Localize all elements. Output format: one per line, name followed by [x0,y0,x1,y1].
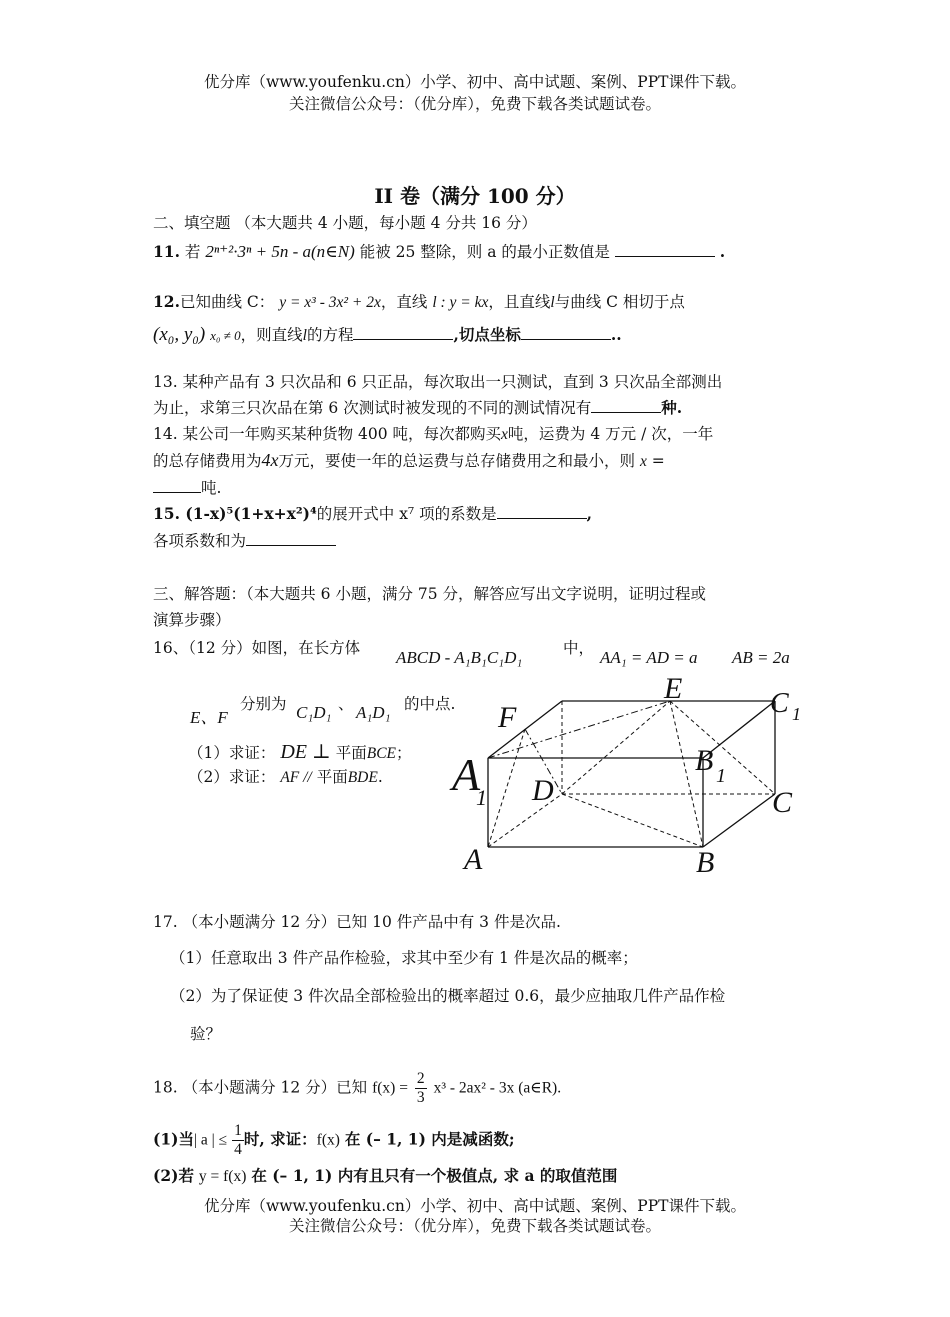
q18-fraction [415,1070,427,1107]
q16-p2e: . [377,768,383,786]
q16-p2c: 平面 [316,768,348,786]
question-12-line-2 [153,323,622,346]
q16-zhong: 中， [563,639,595,657]
q12-l2: l [302,327,307,344]
q15-sum-blank[interactable] [246,531,336,546]
q12-l: l [550,294,555,311]
q12-equation-blank[interactable] [353,325,453,340]
label-c: C [772,786,793,819]
q18-head: 18. （本小题满分 12 分）已知 [153,1078,368,1097]
q12-text-c: ，且直线 [488,293,551,311]
question-12-line-1 [153,290,685,312]
q16-eq1: AA₁ = AD = a [600,648,698,667]
label-a: A [464,843,483,876]
q16-p1a: （1）求证： [188,744,276,762]
footer-line-1: 优分库（www.youfenku.cn）小学、初中、高中试题、案例、PPT课件下载。 [203,1197,747,1215]
q16-mid: 的中点. [404,695,456,713]
header-line-2: 关注微信公众号：（优分库），免费下载各类试题试卷。 [288,95,661,113]
cuboid-figure [440,672,820,882]
footer-line-2: 关注微信公众号：（优分库），免费下载各类试题试卷。 [288,1217,661,1235]
label-a1-sub: 1 [476,785,487,810]
question-18-head [153,1070,561,1107]
q12-point: (x₀, y₀) [153,324,206,345]
q14-l1a: 14. 某公司一年购买某种货物 400 吨，每次都购买 [153,425,502,443]
q15-coef-blank[interactable] [497,504,587,519]
label-b: B [696,846,715,879]
q18-frac-den: 3 [416,1089,425,1106]
q16-seg1: C₁D₁ [296,703,332,722]
q12-num: 12. [153,292,180,311]
label-f: F [498,701,517,734]
edge-b-c [703,794,775,847]
question-14-line-3 [153,476,221,498]
q16-p2d: BDE [347,769,378,786]
question-16-head: 16、（12 分）如图，在长方体 [153,639,361,657]
label-c1: C [770,688,789,719]
q14-l2a: 的总存储费用为 [153,452,262,470]
q18-rest: x³ - 2ax² - 3x (a∈R). [433,1079,562,1097]
q12-line: l : y = kx [432,294,489,311]
question-17-head: 17. （本小题满分 12 分）已知 10 件产品中有 3 件是次品. [153,913,561,931]
seg-f-a [488,729,525,847]
section-3-heading: 三、解答题：（本大题共 6 小题，满分 75 分，解答应写出文字说明，证明过程或 [153,585,707,603]
q12-text-2e: .. [610,325,622,344]
label-b1: B [695,744,714,777]
q12-text-a: 已知曲线 C： [179,293,275,311]
question-18-part-1 [153,1122,515,1159]
question-13-line-2 [153,396,682,418]
q18-p1-num: 1 [234,1122,242,1139]
q18-p2b: y = f(x) [198,1168,247,1185]
q14-l2b: 万元，要使一年的总运费与总存储费用之和最小，则 [278,452,636,470]
q16-p2a: （2）求证： [188,768,276,786]
section-3-heading-cont: 演算步骤） [153,611,231,629]
q15-comma: , [586,504,592,523]
q14-eq: = [651,452,665,470]
question-18-part-2 [153,1164,617,1186]
edge-b1-c1 [703,701,775,758]
question-14-line-1 [153,422,713,444]
q18-frac-num: 2 [416,1070,425,1087]
seg-d-e [562,701,670,794]
q12-text-e: 与曲线 C 相切于点 [554,293,685,311]
q16-ef: E、F [190,708,228,727]
q14-tail: 吨. [201,479,222,497]
label-c1-sub: 1 [792,704,801,724]
q12-cond: x₀ ≠ 0 [210,328,241,343]
q12-text-2c: 的方程 [306,326,354,344]
q11-tail: . [719,242,726,261]
question-13-line-1: 13. 某种产品有 3 只次品和 6 只正品，每次取出一只测试，直到 3 只次品全部测出 [153,373,723,391]
header-line-1: 优分库（www.youfenku.cn）小学、初中、高中试题、案例、PPT课件下载。 [203,73,747,91]
q15-expr: 15. (1-x)⁵(1+x+x²)⁴ [153,504,317,523]
q18-p1d: f(x) [316,1131,340,1149]
q11-pre: 若 [184,243,201,261]
question-17-part-2: （2）为了保证使 3 件次品全部检验出的概率超过 0.6，最少应抽取几件产品作检 [170,987,726,1005]
q15-line2: 各项系数和为 [153,532,247,550]
label-e: E [664,672,683,705]
q18-p1e: 在 (– 1, 1) 内是减函数; [344,1129,515,1149]
q16-p1e: ； [396,744,412,762]
label-b1-sub: 1 [716,765,726,787]
q18-p1a: (1)当 [153,1129,194,1149]
q12-text-b: ，直线 [380,293,428,311]
q18-fx: f(x) = [372,1079,408,1097]
q14-var2: 4x [261,450,279,470]
q16-p1d: BCE [366,745,397,762]
q14-answer-blank[interactable] [153,478,201,493]
q11-expr: 2ⁿ⁺²·3ⁿ + 5n - a(n∈N) [205,242,355,261]
q12-text-2a: ，则直线 [240,326,303,344]
question-15-line-1 [153,502,592,524]
q18-p2a: (2)若 [153,1166,194,1185]
q18-p1-fraction [232,1122,244,1159]
question-11 [153,240,725,262]
q11-post: 能被 25 整除，则 a 的最小正数值是 [359,243,610,261]
label-d: D [532,774,554,807]
exam-title: II 卷（满分 100 分） [374,184,576,208]
section-2-heading: 二、填空题 （本大题共 4 小题，每小题 4 分共 16 分） [153,214,537,232]
q13-tail: 种. [661,398,683,417]
q16-seg2: A₁D₁ [356,703,391,722]
q14-var: x [501,426,508,443]
q16-fenbie: 分别为 [240,695,287,713]
q13-line2: 为止，求第三只次品在第 6 次测试时被发现的不同的测试情况有 [153,399,592,417]
q16-p1c: 平面 [335,744,367,762]
q18-p1c: 时, 求证： [243,1129,317,1149]
q16-sep: 、 [338,695,354,713]
q16-part-1 [188,739,412,764]
q16-eq2: AB = 2a [732,648,790,667]
q16-box: ABCD - A₁B₁C₁D₁ [396,648,523,667]
q12-text-2d: ,切点坐标 [453,325,521,344]
q12-curve: y = x³ - 3x² + 2x [279,294,381,311]
diag-d-b [562,794,703,847]
q18-p1-den: 4 [234,1141,242,1158]
q18-p2c: 在 (– 1, 1) 内有且只有一个极值点, 求 a 的取值范围 [251,1166,618,1185]
q11-num: 11. [153,242,180,261]
label-a1: A [452,749,481,800]
q16-p2b: AF // [280,769,312,786]
question-17-part-1: （1）任意取出 3 件产品作检验，求其中至少有 1 件是次品的概率； [170,949,638,967]
q16-part-2 [188,765,383,787]
q13-answer-blank[interactable] [591,398,661,413]
q15-mid: 的展开式中 x⁷ 项的系数是 [316,505,497,523]
q14-var3: x [639,453,647,470]
q11-answer-blank[interactable] [615,242,715,257]
question-15-line-2 [153,529,336,551]
q14-l1b: 吨，运费为 4 万元 / 次，一年 [507,425,714,443]
question-17-part-2-cont: 验？ [190,1025,222,1043]
q18-p1b: | a | ≤ [193,1131,228,1149]
q12-point-blank[interactable] [521,325,611,340]
q16-p1b: DE ⊥ [280,741,331,763]
question-14-line-2 [153,449,665,471]
